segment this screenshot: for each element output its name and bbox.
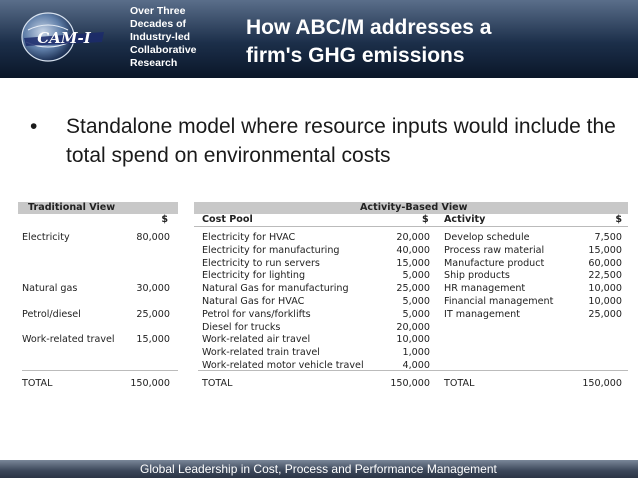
traditional-currency-header: $	[161, 214, 168, 225]
cost-pool-currency-header: $	[422, 214, 429, 225]
cost-pool-row-label: Electricity for lighting	[202, 270, 306, 282]
tagline-line: Over Three	[130, 5, 186, 17]
cost-pool-row-value: 15,000	[396, 257, 430, 269]
traditional-row-value: 80,000	[136, 232, 170, 243]
activity-currency-header: $	[615, 214, 622, 225]
activity-row-label: Ship products	[444, 270, 510, 282]
traditional-row-label: Petrol/diesel	[22, 308, 81, 320]
cost-pool-row-label: Petrol for vans/forklifts	[202, 308, 311, 320]
cost-pool-row-label: Work-related motor vehicle travel	[202, 360, 364, 371]
traditional-row-label: Electricity	[22, 232, 70, 243]
cost-pool-row-value: 20,000	[396, 321, 430, 333]
traditional-view-table	[18, 202, 178, 402]
activity-row-label: HR management	[444, 283, 526, 295]
slide-title-line: firm's GHG emissions	[246, 44, 465, 67]
tagline-line: Research	[130, 57, 178, 69]
activity-row-value: 22,500	[588, 270, 622, 282]
cost-pool-row-value: 25,000	[396, 283, 430, 295]
cost-pool-total-value: 150,000	[390, 378, 430, 389]
traditional-row-value: 25,000	[136, 308, 170, 320]
traditional-row-label: Natural gas	[22, 283, 78, 295]
activity-total-separator	[198, 370, 628, 371]
cost-pool-row-label: Natural Gas for HVAC	[202, 296, 305, 307]
slide-title	[246, 14, 626, 70]
activity-header-divider	[194, 226, 628, 227]
traditional-row-value: 30,000	[136, 283, 170, 295]
activity-row-label: IT management	[444, 308, 521, 320]
cost-pool-row-value: 40,000	[396, 244, 430, 256]
traditional-total-value: 150,000	[130, 378, 170, 389]
cost-pool-row-label: Electricity for HVAC	[202, 232, 296, 243]
bullet-icon: •	[30, 115, 38, 138]
cam-i-logo-icon	[14, 8, 110, 66]
activity-row-label: Manufacture product	[444, 257, 545, 269]
cost-pool-row-value: 5,000	[402, 308, 430, 320]
slide-title-line: How ABC/M addresses a	[246, 16, 492, 39]
activity-row-value: 60,000	[588, 257, 622, 269]
activity-row-label: Develop schedule	[444, 232, 530, 243]
traditional-row-label: Work-related travel	[22, 334, 115, 346]
cost-pool-row-value: 5,000	[402, 296, 430, 307]
activity-row-label: Financial management	[444, 296, 554, 307]
cost-pool-header: Cost Pool	[202, 214, 253, 225]
activity-row-value: 10,000	[588, 296, 622, 307]
logo-text: CAM-I	[37, 29, 91, 47]
activity-total-value: 150,000	[582, 378, 622, 389]
cost-pool-row-label: Natural Gas for manufacturing	[202, 283, 349, 295]
traditional-view-title: Traditional View	[28, 202, 116, 213]
slide-header	[0, 0, 638, 78]
traditional-row-value: 15,000	[136, 334, 170, 346]
bullet-text: Standalone model where resource inputs would include the total spend on environmental costs	[66, 115, 616, 167]
cost-pool-row-value: 4,000	[402, 360, 430, 371]
cost-pool-row-label: Work-related train travel	[202, 347, 320, 359]
tagline-line: Collaborative	[130, 44, 197, 56]
activity-row-value: 25,000	[588, 308, 622, 320]
cost-pool-total-label: TOTAL	[202, 378, 233, 389]
tagline-line: Industry-led	[130, 31, 191, 43]
tagline	[130, 5, 226, 70]
activity-total-label: TOTAL	[444, 378, 475, 389]
traditional-total-label: TOTAL	[22, 378, 53, 389]
activity-header: Activity	[444, 214, 486, 225]
cost-pool-row-value: 10,000	[396, 334, 430, 346]
activity-row-value: 15,000	[588, 244, 622, 256]
activity-view-title: Activity-Based View	[360, 202, 468, 213]
cost-pool-row-label: Diesel for trucks	[202, 321, 281, 333]
cost-pool-row-label: Electricity to run servers	[202, 257, 320, 269]
activity-row-label: Process raw material	[444, 244, 545, 256]
activity-based-view-table	[194, 202, 628, 402]
footer-text: Global Leadership in Cost, Process and Performance Management	[140, 462, 497, 476]
slide-footer	[0, 460, 638, 478]
traditional-total-separator	[22, 370, 178, 371]
cost-pool-row-value: 5,000	[402, 270, 430, 282]
cost-pool-row-label: Electricity for manufacturing	[202, 244, 340, 256]
cost-pool-row-value: 20,000	[396, 232, 430, 243]
tagline-line: Decades of	[130, 18, 187, 30]
activity-row-value: 7,500	[594, 232, 622, 243]
activity-row-value: 10,000	[588, 283, 622, 295]
cost-pool-row-label: Work-related air travel	[202, 334, 311, 346]
cost-pool-row-value: 1,000	[402, 347, 430, 359]
